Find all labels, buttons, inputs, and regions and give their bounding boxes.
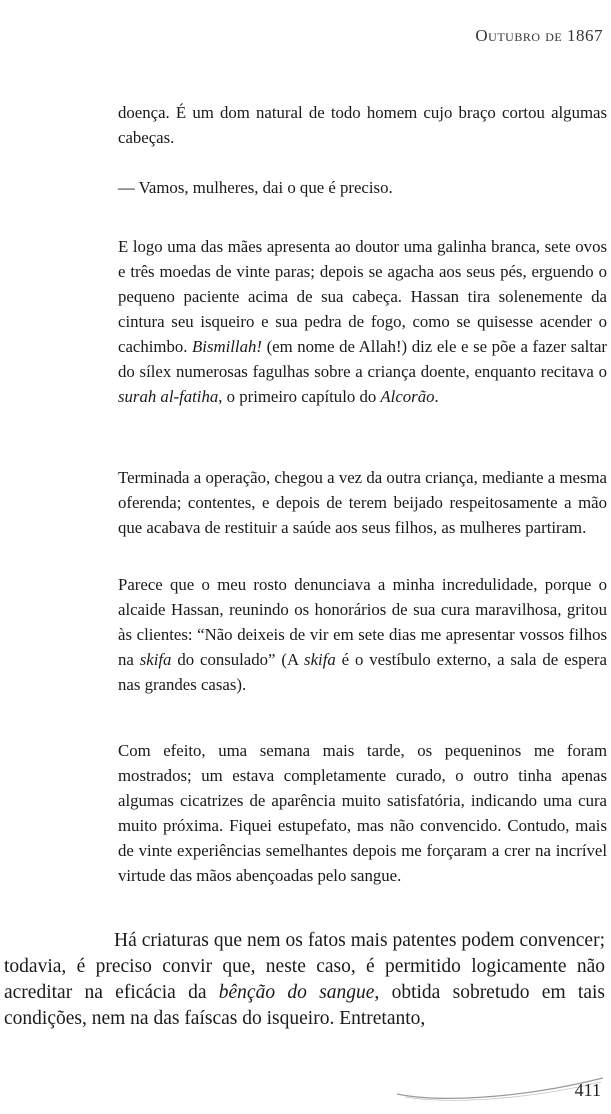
italic-term: Alcorão — [380, 387, 435, 406]
italic-term: Bismillah! — [192, 337, 262, 356]
text-run: , o primeiro capítulo do — [218, 387, 381, 406]
footer-swash-ornament — [395, 1072, 605, 1106]
quote-paragraph — [118, 465, 607, 540]
quote-paragraph — [118, 100, 607, 150]
text-run: — Vamos, mulheres, dai o que é preciso. — [118, 178, 393, 197]
text-run: Terminada a operação, chegou a vez da outra criança, mediante a mesma oferenda; contentes, e depois de terem beijado respeitosamente a mão que acabava de restituir a saúde aos seus filhos, as mulheres partiram. — [118, 468, 607, 537]
page-number: 411 — [574, 1080, 601, 1100]
text-run: . — [434, 387, 439, 406]
text-run: é o vestíbulo externo, a sala de espera nas grandes casas). — [118, 650, 607, 694]
text-run: , obtida sobretudo em tais condições, nem na das faíscas do isqueiro. Entretanto, — [4, 982, 605, 1029]
text-run: Há criaturas que nem os fatos mais patentes podem convencer; todavia, é preciso convir que, neste caso, é permitido logicamente não acreditar na eficácia da — [4, 930, 605, 1003]
running-header: Outubro de 1867 — [475, 26, 603, 45]
text-run: do consulado” (A — [171, 650, 305, 669]
italic-term: bênção do sangue — [218, 982, 375, 1003]
quote-paragraph — [118, 234, 607, 409]
quote-paragraph — [118, 738, 607, 888]
text-run: (em nome de Allah!) diz ele e se põe a fazer saltar do sílex numerosas fagulhas sobre a criança doente, enquanto recitava o — [118, 337, 608, 381]
italic-term: surah al-fatiha — [118, 387, 219, 406]
quote-paragraph — [118, 572, 607, 697]
quote-paragraph — [118, 175, 607, 200]
text-run: Com efeito, uma semana mais tarde, os pequeninos me foram mostrados; um estava completamente curado, o outro tinha apenas algumas cicatrizes de aparência muito satisfatória, indicando uma cura muito próxima. Fiquei estupefato, mas não convencido. Contudo, mais de vinte experiências semelhantes depois me forçaram a crer na incrível virtude das mãos abençoadas pelo sangue. — [118, 741, 607, 885]
text-run: Parece que o meu rosto denunciava a minha incredulidade, porque o alcaide Hassan, reunindo os honorários de sua cura maravilhosa, gritou às clientes: “Não deixeis de vir em sete dias me apresentar vossos filhos na — [118, 575, 607, 669]
text-run: doença. É um dom natural de todo homem cujo braço cortou algumas cabeças. — [118, 103, 607, 147]
italic-term: skifa — [139, 650, 172, 669]
text-run: E logo uma das mães apresenta ao doutor uma galinha branca, sete ovos e três moedas de vinte paras; depois se agacha aos seus pés, erguendo o pequeno paciente acima de sua cabeça. Hassan tira solenemente da cintura seu isqueiro e sua pedra de fogo, como se quisesse acender o cachimbo. — [118, 237, 607, 356]
italic-term: skifa — [304, 650, 336, 669]
body-paragraph — [4, 928, 605, 1032]
